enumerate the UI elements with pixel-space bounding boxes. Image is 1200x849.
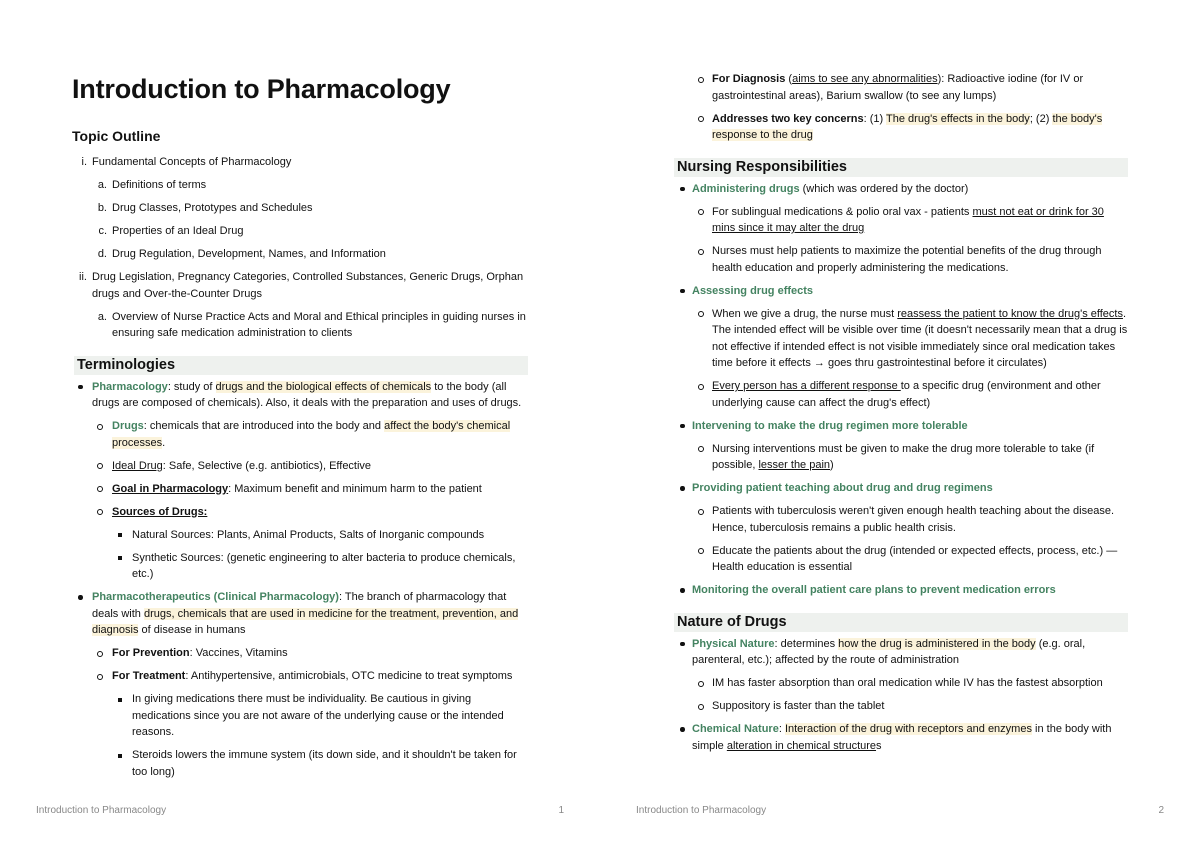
physical-nature: Physical Nature: determines how the drug is administered in the body (e.g. oral, parenteral, etc.); affected by the route of administration: [676, 636, 1128, 669]
footer-title: Introduction to Pharmacology: [36, 805, 167, 816]
interventions-note: Nursing interventions must be given to make the drug more tolerable to take (if possible, lesser the pain): [676, 441, 1128, 474]
outline-item: d. Drug Regulation, Development, Names, and Information: [97, 248, 386, 260]
monitoring: Monitoring the overall patient care plans to prevent medication errors: [676, 582, 1128, 599]
outline-item: a. Overview of Nurse Practice Acts and Moral and Ethical principles in guiding nurses in ensuring safe medication administration to clients: [97, 310, 526, 339]
for-prevention: For Prevention: Vaccines, Vitamins: [72, 645, 528, 662]
page-2: [600, 0, 1200, 849]
term-goal: Goal in Pharmacology: Maximum benefit and minimum harm to the patient: [72, 481, 528, 498]
term-pharmacotherapeutics: Pharmacotherapeutics (Clinical Pharmacology): The branch of pharmacology that deals with drugs, chemicals that are used in medicine for the treatment, prevention, and diagnosis of disease in humans: [72, 589, 528, 639]
term-ideal-drug: Ideal Drug: Safe, Selective (e.g. antibiotics), Effective: [72, 458, 528, 475]
for-diagnosis: For Diagnosis (aims to see any abnormalities): Radioactive iodine (for IV or gastrointestinal areas), Barium swallow (to see any lumps): [676, 71, 1128, 104]
for-treatment: For Treatment: Antihypertensive, antimicrobials, OTC medicine to treat symptoms: [72, 668, 528, 685]
nursing-list: [676, 181, 1128, 599]
intervening: Intervening to make the drug regimen more tolerable: [676, 418, 1128, 435]
nature-list: [676, 636, 1128, 755]
outline-item: ii. Drug Legislation, Pregnancy Categories, Controlled Substances, Generic Drugs, Orphan drugs and Over-the-Counter Drugs: [79, 271, 524, 300]
footer-title: Introduction to Pharmacology: [636, 805, 767, 816]
outline-item: a. Definitions of terms: [97, 179, 207, 191]
reassess-note: When we give a drug, the nurse must reassess the patient to know the drug's effects. The intended effect will be visible over time (it doesn't necessarily mean that a drug is not effective if intended effect is not visible immediately since oral medication takes time before it effects → goes thru gastrointestinal before it circulates): [676, 306, 1128, 372]
key-concerns: Addresses two key concerns: (1) The drug's effects in the body; (2) the body's response to the drug: [676, 111, 1128, 144]
different-response-note: Every person has a different response to a specific drug (environment and other underlying cause can affect the drug's effect): [676, 378, 1128, 411]
term-drugs: Drugs: chemicals that are introduced into the body and affect the body's chemical processes.: [72, 418, 528, 451]
administering-drugs: Administering drugs (which was ordered by the doctor): [676, 181, 1128, 198]
assessing-drug-effects: Assessing drug effects: [676, 283, 1128, 300]
page-1-content: [72, 72, 528, 787]
outline-item: b. Drug Classes, Prototypes and Schedules: [97, 202, 313, 214]
natural-sources: Natural Sources: Plants, Animal Products, Salts of Inorganic compounds: [72, 527, 528, 544]
topic-outline-list: [72, 154, 528, 342]
steroids-note: Steroids lowers the immune system (its down side, and it shouldn't be taken for too long): [72, 747, 528, 780]
sublingual-note: For sublingual medications & polio oral vax - patients must not eat or drink for 30 mins since it may alter the drug: [676, 204, 1128, 237]
outline-item: i. Fundamental Concepts of Pharmacology: [81, 156, 292, 168]
topic-outline-heading: Topic Outline: [72, 128, 161, 144]
nature-of-drugs-heading: Nature of Drugs: [674, 613, 1128, 632]
educate-note: Educate the patients about the drug (intended or expected effects, process, etc.) — Health education is essential: [676, 543, 1128, 576]
nursing-responsibilities-heading: Nursing Responsibilities: [674, 158, 1128, 177]
footer-page-number: 2: [1158, 805, 1164, 816]
chemical-nature: Chemical Nature: Interaction of the drug with receptors and enzymes in the body with simple alteration in chemical structures: [676, 721, 1128, 754]
document-title: Introduction to Pharmacology: [72, 74, 451, 104]
continued-list: [676, 71, 1128, 144]
outline-item: c. Properties of an Ideal Drug: [98, 225, 244, 237]
maximize-benefits-note: Nurses must help patients to maximize the potential benefits of the drug through health education and properly administering the medications.: [676, 243, 1128, 276]
page-2-content: [676, 71, 1128, 761]
im-absorption-note: IM has faster absorption than oral medication while IV has the fastest absorption: [676, 675, 1128, 692]
suppository-note: Suppository is faster than the tablet: [676, 698, 1128, 715]
terminologies-list: [72, 379, 528, 781]
individuality-note: In giving medications there must be individuality. Be cautious in giving medications since you are not aware of the underlying cause or the intended reasons.: [72, 691, 528, 741]
synthetic-sources: Synthetic Sources: (genetic engineering to alter bacteria to produce chemicals, etc.): [72, 550, 528, 583]
term-sources: Sources of Drugs:: [72, 504, 528, 521]
footer-page-number: 1: [558, 805, 564, 816]
tuberculosis-note: Patients with tuberculosis weren't given enough health teaching about the disease. Hence, tuberculosis remains a public health crisis.: [676, 503, 1128, 536]
terminologies-heading: Terminologies: [74, 356, 528, 375]
term-pharmacology: Pharmacology: study of drugs and the biological effects of chemicals to the body (all drugs are composed of chemicals). Also, it deals with the preparation and uses of drugs.: [72, 379, 528, 412]
patient-teaching: Providing patient teaching about drug and drug regimens: [676, 480, 1128, 497]
